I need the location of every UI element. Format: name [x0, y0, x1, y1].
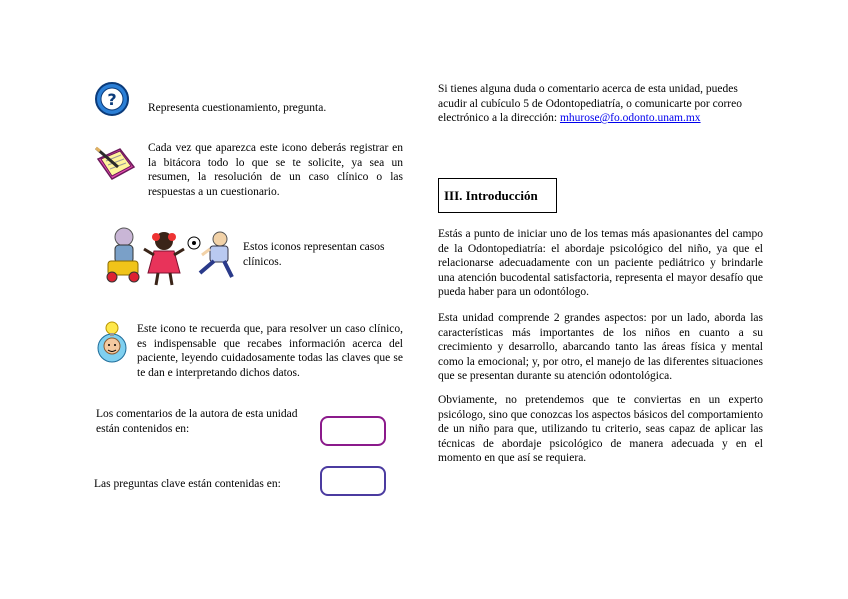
key-questions-box — [320, 466, 386, 496]
section-title-box — [438, 178, 557, 213]
legend-clinical-text: Estos iconos representan casos clínicos. — [243, 241, 385, 268]
contact-paragraph — [438, 82, 763, 126]
contact-email-link[interactable]: mhurose@fo.odonto.unam.mx — [559, 112, 701, 124]
key-questions-label: Las preguntas clave están contenidas en: — [94, 478, 281, 490]
clinical-cases-icon — [102, 225, 238, 289]
intro-paragraph-1: Estás a punto de iniciar uno de los temas más apasionantes del campo de la Odontopediatría: el abordaje psicológico del niño, ya que el relacionarse adecuadamente con un paciente pediátrico y brindarle una atención bucodental satisfactoria, representa el mayor desafío que pueda haber para un odontólogo. — [438, 228, 763, 298]
svg-text:?: ? — [107, 90, 117, 109]
comments-box — [320, 416, 386, 446]
question-icon — [94, 81, 130, 117]
notebook-pencil-icon — [94, 145, 138, 185]
intro-paragraph-2: Esta unidad comprende 2 grandes aspectos: por un lado, aborda las características más importantes de los niños en cuanto a su crecimiento y desarrollo, abarcando tanto las áreas física y mental como la emocional; y, por otro, el manejo de las diferentes situaciones que se presentan durante su atención odontológica. — [438, 312, 763, 382]
legend-notebook-text: Cada vez que aparezca este icono deberás registrar en la bitácora todo lo que se te solicite, ya sea un resumen, la resolución de un caso clínico o las respuestas a un cuestionario. — [148, 142, 403, 198]
intro-paragraph-3: Obviamente, no pretendemos que te conviertas en un experto psicólogo, sino que conozcas los aspectos básicos del comportamiento de un niño para que, utilizando tu criterio, seas capaz de aplicar las técnicas de abordaje psicológico de manera adecuada y en el momento en que así se requiera. — [438, 394, 763, 464]
lightbulb-idea-icon — [92, 320, 132, 364]
comments-label: Los comentarios de la autora de esta unidad están contenidos en: — [96, 408, 298, 435]
legend-question-text: Representa cuestionamiento, pregunta. — [148, 102, 327, 114]
contact-text: Si tienes alguna duda o comentario acerca de esta unidad, puedes acudir al cubículo 5 de Odontopediatría, o comunicarte por correo electrónico a la dirección: — [438, 83, 742, 124]
section-title: III. Introducción — [444, 188, 538, 203]
legend-lightbulb-text: Este icono te recuerda que, para resolver un caso clínico, es indispensable que recabes información acerca del paciente, leyendo cuidadosamente todas las claves que se te dan e interpretando dichos datos. — [137, 323, 403, 379]
